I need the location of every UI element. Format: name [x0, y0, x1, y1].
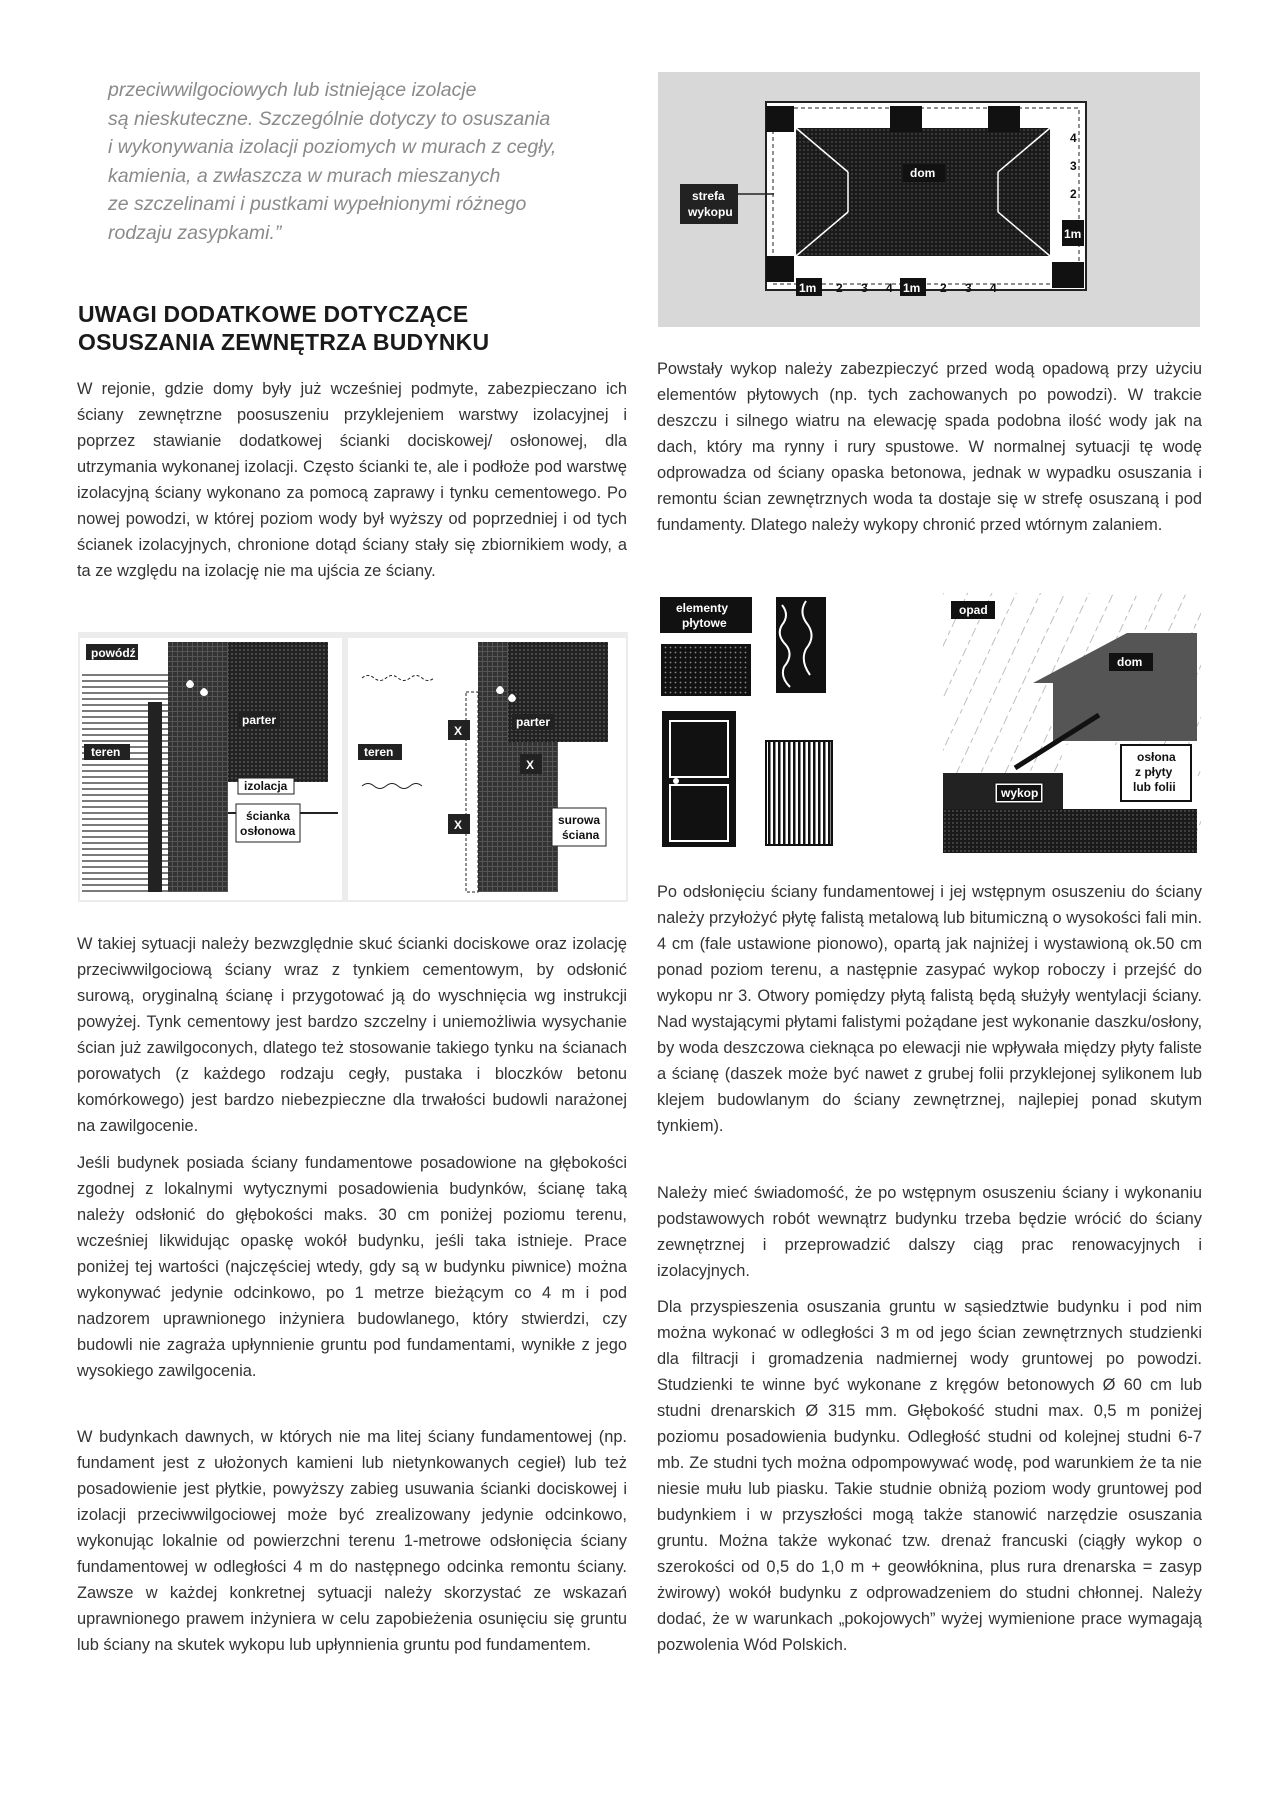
label-surowa-1: surowa	[558, 813, 601, 827]
intro-quote	[108, 76, 608, 248]
scale-tick: 3	[1070, 159, 1077, 173]
right-paragraph-1: Powstały wykop należy zabezpieczyć przed wodą opadową przy użyciu elementów płytowych (np. tych zachowanych po powodzi). W trakcie deszczu i silnego wiatru na elewację spada podobna ilość wody jak na dach, który ma rynny i rury spustowe. W normalnej sytuacji tę wodę odprowadza od ściany opaska betonowa, jednak w wypadku osuszania i remontu ścian zewnętrznych woda ta dostaje się w strefę osuszaną i pod fundamenty. Dlatego należy wykopy chronić przed wtórnym zalaniem.	[657, 360, 1202, 534]
label-oslona-3: lub folii	[1133, 780, 1176, 794]
cover-shield-figure	[943, 593, 1201, 853]
left-paragraph-2: W takiej sytuacji należy bezwzględnie skuć ścianki dociskowe oraz izolację przeciwwilgociową ściany wraz z tynkiem cementowym, by odsłonić surową, oryginalną ścianę i przygotować ją do wyschnięcia wg instrukcji powyżej. Tynk cementowy jest bardzo szczelny i uniemożliwia wysychanie ścian już zawilgoconych, dlatego też stosowanie takiego tynku na ścianach porowatych (z każdego rodzaju cegły, pustaka i bloczków betonu komórkowego) jest bardzo niebezpieczne dla trwałości budowli narażonej na zawilgocenie.	[77, 935, 627, 1135]
label-x-3: X	[454, 818, 463, 832]
label-dom-cover: dom	[1117, 655, 1143, 669]
right-paragraph-3: Należy mieć świadomość, że po wstępnym osuszeniu ściany i wykonaniu podstawowych robót wewnątrz budynku trzeba będzie wrócić do ściany zewnętrznej i przeprowadzić dalszy ciąg prac renowacyjnych i izolacyjnych.	[657, 1184, 1202, 1280]
label-parter-2: parter	[516, 715, 551, 729]
quote-line: ze szczelinami i pustkami wypełnionymi różnego	[108, 193, 527, 216]
scale-tick: 2	[940, 281, 947, 295]
scale-tick: 4	[990, 281, 997, 295]
wall-sections-illustration	[78, 632, 628, 902]
quote-line: i wykonywania izolacji poziomych w murach z cegły,	[108, 136, 557, 159]
cover-shield-illustration	[943, 593, 1201, 853]
excavation-plan-figure	[658, 72, 1200, 327]
label-wykopu: wykopu	[688, 205, 733, 219]
scale-tick: 1m	[799, 281, 817, 295]
label-oslona-1: osłona	[1137, 750, 1176, 764]
right-paragraph-4: Dla przyspieszenia osuszania gruntu w sąsiedztwie budynku i pod nim można wykonać w odległości 3 m od jego ścian zewnętrznych studzienki dla filtracji i gromadzenia nadmiernej wody gruntowej po powodzi. Studzienki te winne być wykonane z kręgów betonowych Ø 60 cm lub studni drenarskich Ø 315 mm. Głębokość studni max. 0,5 m poniżej poziomu posadowienia budynku. Odległość studni od kolejnej studni 6-7 mb. Ze studni tych można odpompowywać wodę, pod warunkiem że ta nie niesie mułu lub piasku. Takie studnie obniżą poziom wody gruntowej pod budynkiem i w przyszłości mogą także stanowić narzędzie osuszania gruntu. Można także wykonać tzw. drenaż francuski (ciągły wykop o szerokości od 0,5 do 1,0 m + geowłóknina, plus rura drenarska = zasyp żwirowy) wokół budynku z odprowadzeniem do studni chłonnej. Należy dodać, że w warunkach „pokojowych” wyżej wymienione prace wymagają pozwolenia Wód Polskich.	[657, 1298, 1202, 1654]
label-opad: opad	[959, 603, 988, 617]
left-paragraph-1: W rejonie, gdzie domy były już wcześniej podmyte, zabezpieczano ich ściany zewnętrzne poosuszeniu przyklejeniem warstwy izolacyjnej i poprzez stawianie dodatkowej ścianki dociskowej/ osłonowej, dla utrzymania wykonanej izolacji. Często ścianki te, ale i podłoże pod warstwę izolacyjną ściany wykonano za pomocą zaprawy i tynku cementowego. Po nowej powodzi, w której poziom wody był wyższy od poprzedniej i od tych ścianek izolacyjnych, chronione dotąd ściany stały się zbiornikiem wody, a ta ze względu na izolację nie ma ujścia ze ściany.	[77, 380, 627, 580]
scale-tick: 1m	[1064, 227, 1082, 241]
right-paragraph-2: Po odsłonięciu ściany fundamentowej i jej wstępnym osuszeniu do ściany należy przyłożyć płytę falistą metalową lub bitumiczną o wysokości fali min. 4 cm (fale ustawione pionowo), opartą jak najniżej i wystawioną ok.50 cm ponad poziom terenu, a następnie zasypać wykop roboczy i przejść do wykopu nr 3. Otwory pomiędzy płytą falistą będą służyły wentylacji ściany. Nad wystającymi płytami falistymi pożądane jest wykonanie daszku/osłony, by woda deszczowa cieknąca po elewacji nie wpływała między płyty faliste a ścianę (daszek może być nawet z grubej folii przyklejonej sylikonem lub klejem budowlanym do ściany zewnętrznej, najlepiej ponad skutym tynkiem).	[657, 883, 1202, 1135]
scale-tick: 4	[886, 281, 893, 295]
heading-line-1: UWAGI DODATKOWE DOTYCZĄCE	[78, 301, 469, 327]
panel-elements-figure	[658, 595, 838, 850]
left-paragraph-4: W budynkach dawnych, w których nie ma litej ściany fundamentowej (np. fundament jest z ułożonych kamieni lub nietynkowanych cegieł) lub też posadowienie jest płytkie, powyższy zabieg usuwania ścianki dociskowej i izolacji przeciwwilgociowej może być zrealizowany jedynie odcinkowo, wykonując lokalnie od powierzchni terenu 1-metrowe odsłonięcia ściany fundamentowej w odległości 4 m do następnego odcinka remontu ściany. Zawsze w każdej konkretnej sytuacji należy skorzystać ze wskazań uprawnionego prawem inżyniera w celu zapobieżenia osunięciu się gruntu lub ściany na skutek wykopu lub upłynnienia gruntu pod fundamentem.	[77, 1428, 627, 1654]
heading-line-2: OSUSZANIA ZEWNĘTRZA BUDYNKU	[78, 329, 490, 355]
scale-tick: 2	[1070, 187, 1077, 201]
label-wykop: wykop	[1001, 786, 1039, 800]
label-teren-2: teren	[364, 745, 394, 759]
scale-tick: 4	[1070, 131, 1077, 145]
excavation-plan-illustration	[658, 72, 1200, 327]
label-dom-plan: dom	[910, 166, 936, 180]
quote-line: kamienia, a zwłaszcza w murach mieszanych	[108, 164, 501, 187]
label-surowa-2: ściana	[562, 828, 600, 842]
label-teren-1: teren	[91, 745, 121, 759]
label-elementy-1: elementy	[676, 601, 729, 615]
scale-tick: 1m	[903, 281, 921, 295]
wall-sections-figure	[78, 632, 628, 902]
label-scianka-1: ścianka	[246, 809, 291, 823]
label-x-2: X	[526, 758, 535, 772]
label-oslona-2: z płyty	[1135, 765, 1173, 779]
quote-line: są nieskuteczne. Szczególnie dotyczy to osuszania	[108, 107, 551, 130]
label-powodz: powódź	[91, 646, 136, 660]
label-parter-1: parter	[242, 713, 277, 727]
label-elementy-2: płytowe	[682, 616, 727, 630]
label-strefa: strefa	[692, 189, 725, 203]
panel-elements-illustration	[658, 595, 838, 850]
section-heading	[78, 300, 618, 356]
label-x-1: X	[454, 724, 463, 738]
quote-line: rodzaju zasypkami.”	[108, 221, 282, 244]
quote-line: przeciwwilgociowych lub istniejące izolacje	[108, 79, 477, 101]
scale-tick: 2	[836, 281, 843, 295]
label-izolacja: izolacja	[244, 779, 288, 793]
left-paragraph-3: Jeśli budynek posiada ściany fundamentowe posadowione na głębokości zgodnej z lokalnymi wytycznymi posadowienia budynków, ścianę taką należy odsłonić do głębokości maks. 30 cm poniżej poziomu terenu, wcześniej likwidując opaskę wokół budynku, jeśli taka istnieje. Prace poniżej tej wartości (najczęściej wtedy, gdy są w budynku piwnice) można wykonywać jedynie odcinkowo, po 1 metrze bieżącym co 4 m i pod nadzorem uprawnionego inżyniera budowlanego, który stwierdzi, czy budowli nie zagraża upłynnienie gruntu pod fundamentami, wynikłe z jego wysokiego zawilgocenia.	[77, 1154, 627, 1380]
scale-tick: 3	[861, 281, 868, 295]
label-scianka-2: osłonowa	[240, 824, 296, 838]
scale-tick: 3	[965, 281, 972, 295]
